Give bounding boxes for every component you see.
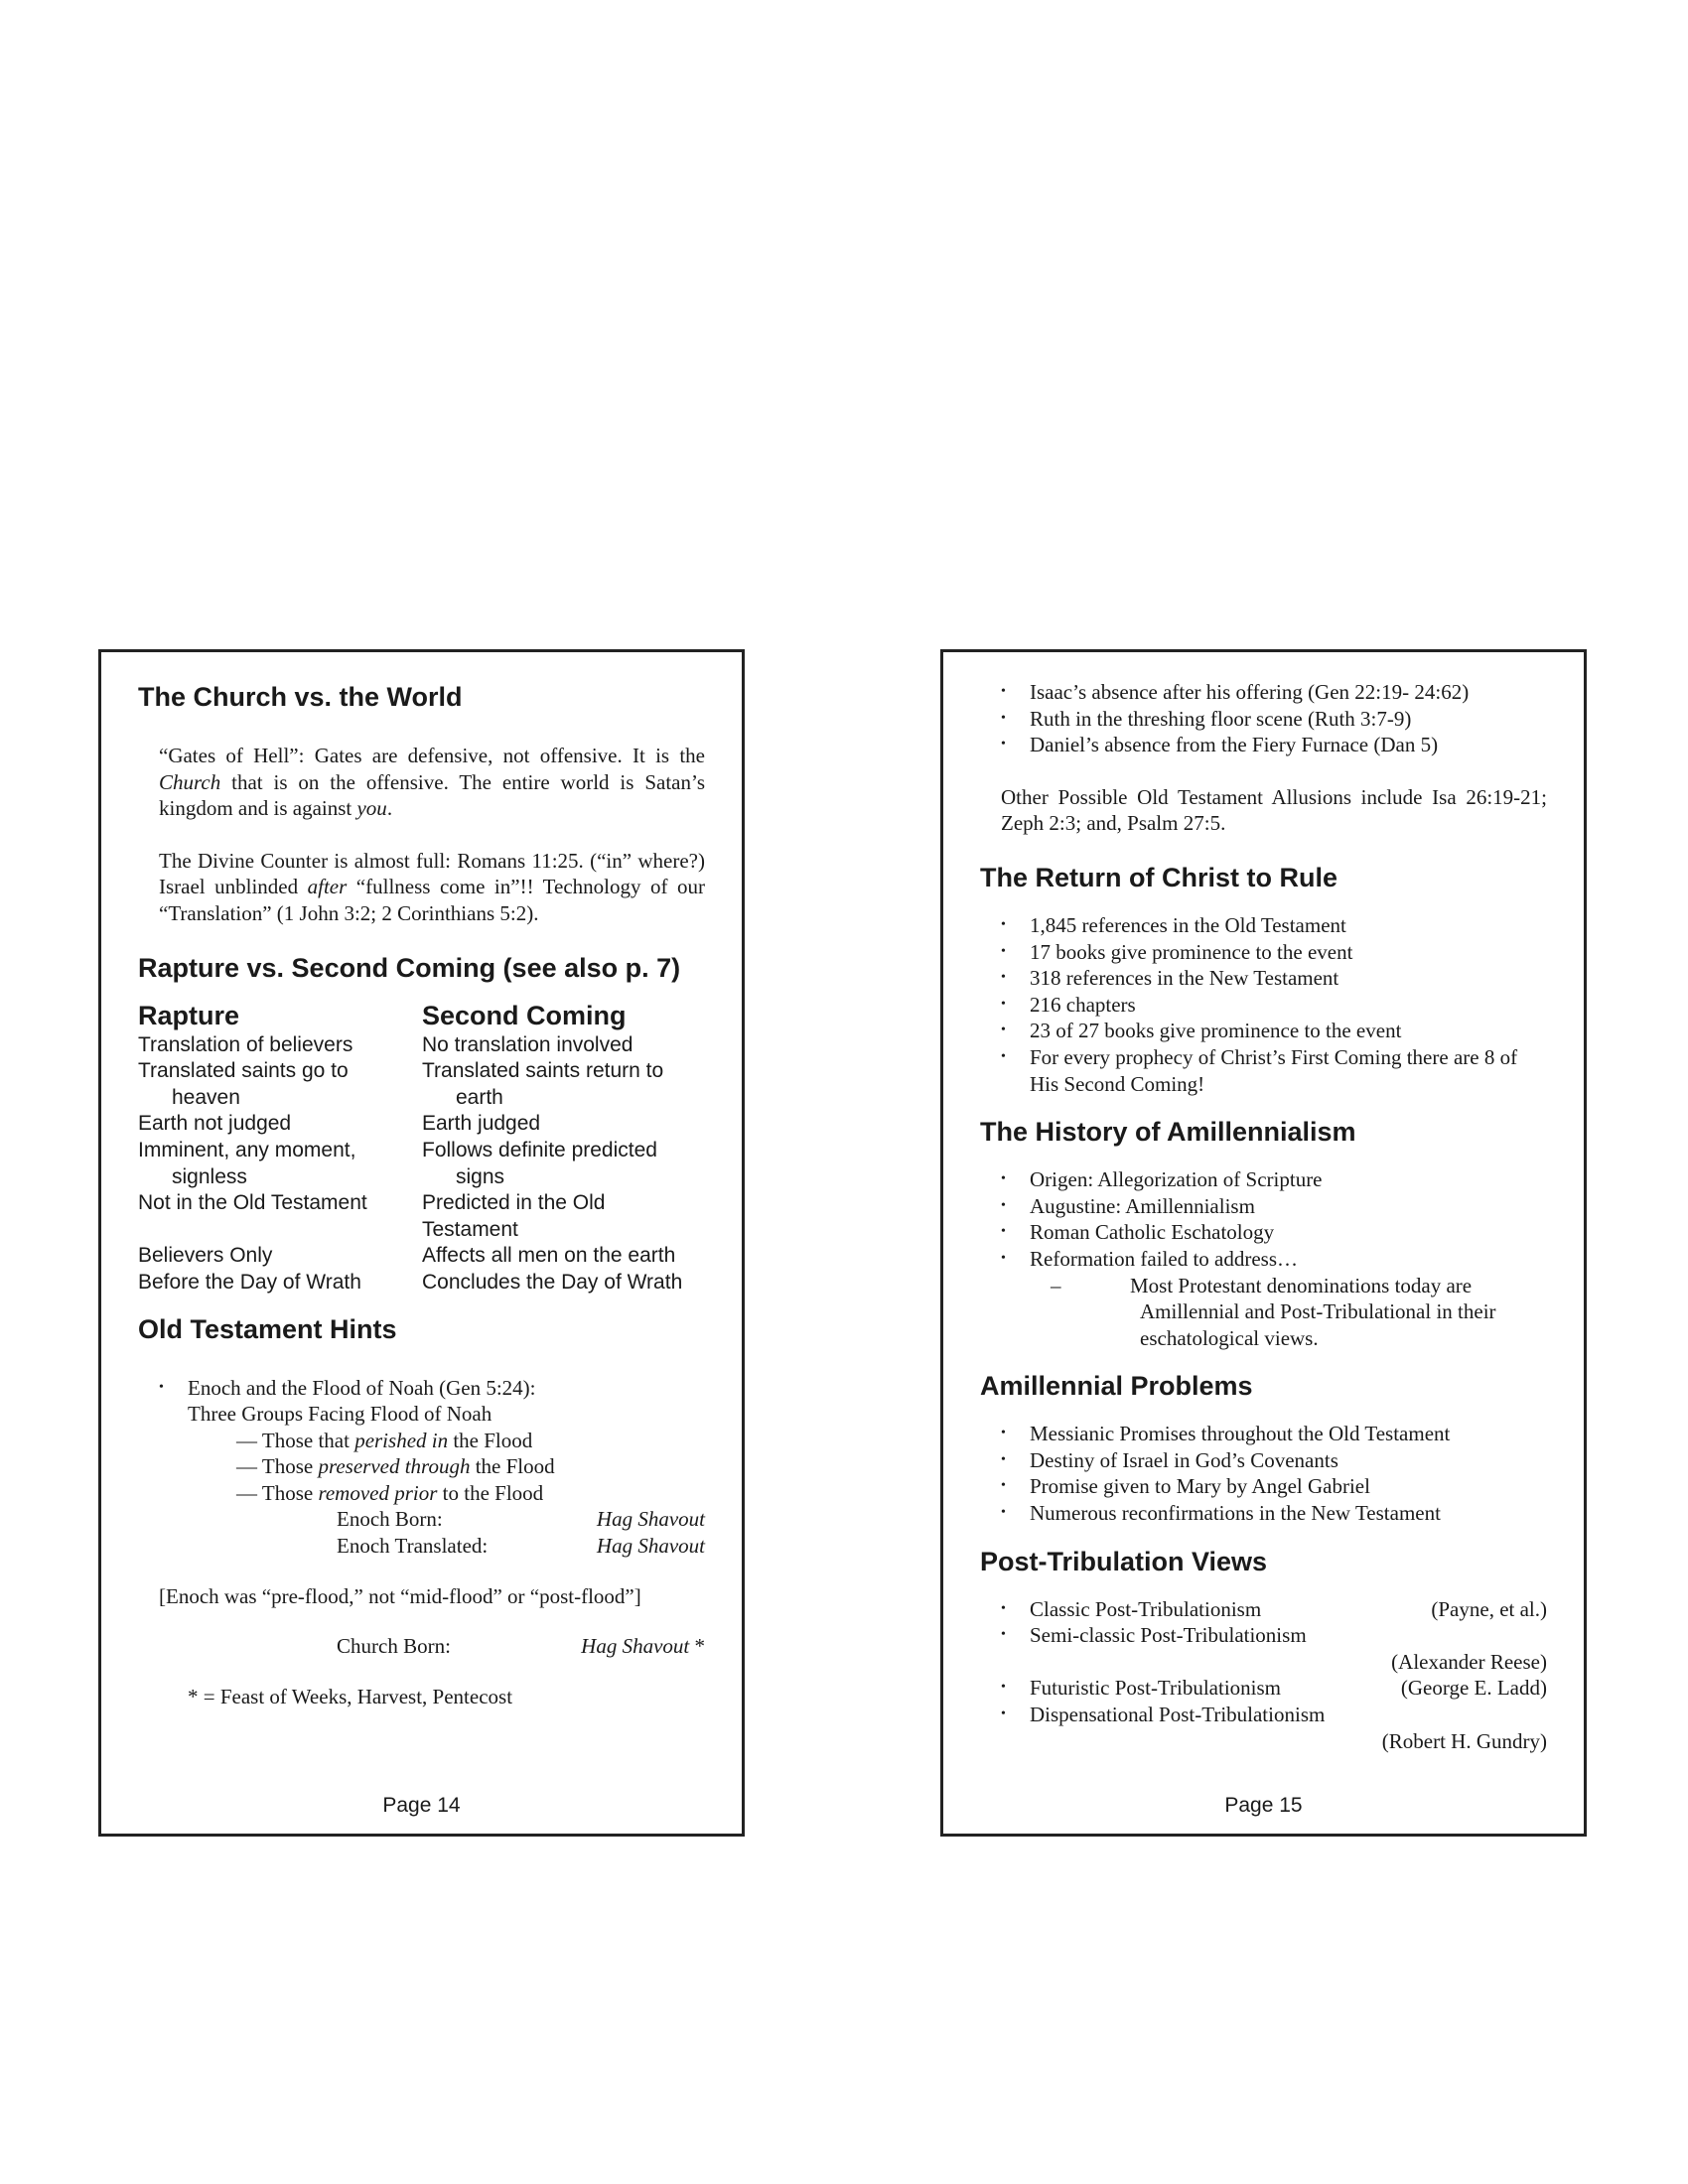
- list-item: • 17 books give prominence to the event: [1001, 939, 1547, 966]
- list-item: • For every prophecy of Christ’s First Coming there are 8 of His Second Coming!: [1001, 1044, 1547, 1097]
- view-name: • Dispensational Post-Tribulationism: [1030, 1703, 1326, 1727]
- comparison-row: [138, 1190, 705, 1243]
- list-item: [1001, 1622, 1547, 1675]
- history-sub-item: – Most Protestant denominations today are Amillennial and Post-Tribulational in their eschatological views.: [1051, 1273, 1496, 1350]
- ot-allusion-list: [980, 679, 1547, 758]
- rapture-cell: Imminent, any moment,: [138, 1138, 356, 1161]
- list-item: [1001, 1702, 1547, 1754]
- second-coming-cell: Predicted in the Old Testament: [422, 1191, 606, 1241]
- view-proponent: (Robert H. Gundry): [1381, 1728, 1547, 1753]
- second-coming-cell: Affects all men on the earth: [422, 1244, 676, 1268]
- view-proponent: (Alexander Reese): [1391, 1649, 1547, 1674]
- list-item: • Origen: Allegorization of Scripture: [1001, 1166, 1547, 1193]
- church-paragraph-1: “Gates of Hell”: Gates are defensive, not offensive. It is the Church that is on the offensive. The entire world is Satan’s kingdom and is against you.: [159, 744, 705, 821]
- second-coming-cell: Earth judged: [422, 1112, 541, 1136]
- flood-group-item: — Those removed prior to the Flood: [236, 1480, 544, 1505]
- list-item: • 318 references in the New Testament: [1001, 965, 1547, 992]
- flood-group-item: — Those preserved through the Flood: [236, 1454, 555, 1479]
- enoch-note: [Enoch was “pre-flood,” not “mid-flood” or “post-flood”]: [159, 1583, 641, 1608]
- list-item: • 23 of 27 books give prominence to the event: [1001, 1018, 1547, 1044]
- rapture-cell: Translation of believers: [138, 1032, 353, 1056]
- rapture-cell-continued: heaven: [172, 1085, 240, 1109]
- second-coming-cell-continued: earth: [456, 1085, 503, 1109]
- history-list: [980, 1166, 1547, 1272]
- rapture-comparison-table: [138, 999, 705, 1297]
- view-name: • Semi-classic Post-Tribulationism: [1030, 1623, 1307, 1648]
- enoch-translated-row: Enoch Translated: Hag Shavout: [337, 1534, 705, 1559]
- comparison-rows: [138, 1032, 705, 1297]
- second-coming-column-heading: Second Coming: [422, 1000, 627, 1030]
- church-paragraph-2: The Divine Counter is almost full: Romans 11:25. (“in” where?) Israel unblinded after “fullness come in”!! Technology of our “Translation” (1 John 3:2; 2 Corinthians 5:2).: [159, 848, 705, 925]
- flood-groups: [138, 1428, 705, 1507]
- list-item: • Daniel’s absence from the Fiery Furnace (Dan 5): [1001, 732, 1547, 758]
- comparison-row: [138, 1058, 705, 1111]
- list-item: • Augustine: Amillennialism: [1001, 1193, 1547, 1220]
- post-tribulation-list: [980, 1596, 1547, 1755]
- list-item: • Ruth in the threshing floor scene (Ruth 3:7-9): [1001, 706, 1547, 733]
- list-item: • Numerous reconfirmations in the New Testament: [1001, 1500, 1547, 1527]
- comparison-row: [138, 1138, 705, 1190]
- post-tribulation-heading: Post-Tribulation Views: [980, 1546, 1268, 1576]
- list-item: • Roman Catholic Eschatology: [1001, 1219, 1547, 1246]
- rapture-column-heading: Rapture: [138, 1000, 240, 1030]
- list-item: • Isaac’s absence after his offering (Gen 22:19- 24:62): [1001, 679, 1547, 706]
- rapture-cell: Earth not judged: [138, 1112, 292, 1136]
- comparison-row: [138, 1032, 705, 1059]
- second-coming-cell: Follows definite predicted: [422, 1138, 657, 1161]
- second-coming-cell: Translated saints return to: [422, 1059, 664, 1083]
- second-coming-cell: No translation involved: [422, 1032, 633, 1056]
- rapture-cell: Before the Day of Wrath: [138, 1270, 361, 1294]
- history-amillennialism-heading: The History of Amillennialism: [980, 1117, 1356, 1148]
- list-item: [1001, 1675, 1547, 1702]
- comparison-row: [138, 1270, 705, 1297]
- return-of-christ-heading: The Return of Christ to Rule: [980, 862, 1337, 892]
- rapture-cell: Translated saints go to: [138, 1059, 349, 1083]
- second-coming-cell: Concludes the Day of Wrath: [422, 1270, 683, 1294]
- other-allusions-paragraph: Other Possible Old Testament Allusions include Isa 26:19-21; Zeph 2:3; and, Psalm 27:5.: [1001, 784, 1547, 836]
- view-name: • Futuristic Post-Tribulationism: [1030, 1676, 1282, 1701]
- page-number: Page 14: [382, 1794, 461, 1817]
- rapture-cell: Believers Only: [138, 1244, 273, 1268]
- second-coming-cell-continued: signs: [456, 1164, 505, 1188]
- old-testament-hints-heading: Old Testament Hints: [138, 1313, 397, 1344]
- list-item: • 1,845 references in the Old Testament: [1001, 912, 1547, 939]
- footnote: * = Feast of Weeks, Harvest, Pentecost: [188, 1684, 513, 1708]
- rapture-vs-second-coming-heading: Rapture vs. Second Coming (see also p. 7): [138, 952, 681, 983]
- page-number: Page 15: [1224, 1794, 1303, 1817]
- list-item: • Messianic Promises throughout the Old Testament: [1001, 1421, 1547, 1447]
- comparison-row: [138, 1111, 705, 1138]
- problems-list: [980, 1421, 1547, 1526]
- rapture-cell: Not in the Old Testament: [138, 1191, 367, 1215]
- view-proponent: (George E. Ladd): [1400, 1676, 1547, 1701]
- church-vs-world-heading: The Church vs. the World: [138, 682, 463, 712]
- amillennial-problems-heading: Amillennial Problems: [980, 1371, 1253, 1402]
- enoch-born-row: Enoch Born: Hag Shavout: [337, 1507, 705, 1532]
- ot-hints-list: [138, 1375, 705, 1428]
- list-item: • Destiny of Israel in God’s Covenants: [1001, 1447, 1547, 1474]
- page-15: [940, 649, 1587, 1837]
- list-item: • Promise given to Mary by Angel Gabriel: [1001, 1473, 1547, 1500]
- view-name: • Classic Post-Tribulationism: [1030, 1596, 1262, 1621]
- list-item: • Reformation failed to address…: [1001, 1246, 1547, 1273]
- return-of-christ-list: [980, 912, 1547, 1097]
- flood-group-item: — Those that perished in the Flood: [236, 1428, 533, 1452]
- page-14: [98, 649, 745, 1837]
- rapture-cell-continued: signless: [172, 1164, 247, 1188]
- view-proponent: (Payne, et al.): [1431, 1596, 1547, 1621]
- comparison-row: [138, 1243, 705, 1270]
- church-born-row: Church Born: Hag Shavout *: [337, 1634, 705, 1659]
- list-item: • Enoch and the Flood of Noah (Gen 5:24): Three Groups Facing Flood of Noah: [159, 1375, 705, 1428]
- list-item: • 216 chapters: [1001, 992, 1547, 1019]
- list-item: [1001, 1596, 1547, 1623]
